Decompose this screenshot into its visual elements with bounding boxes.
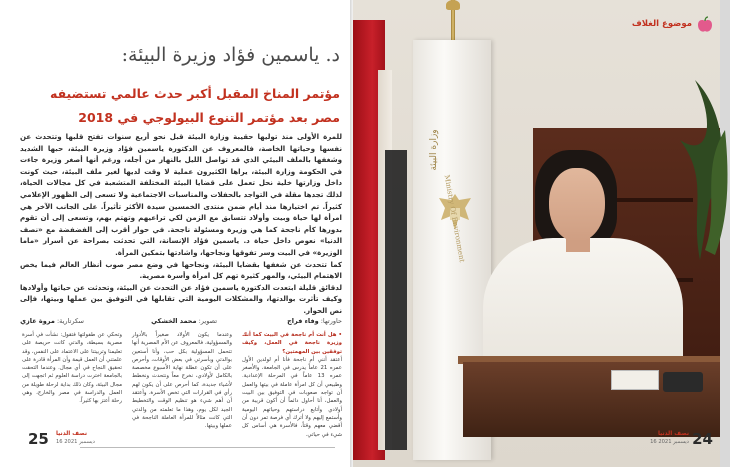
article-headline: د. ياسمين فؤاد وزيرة البيئة: [121, 44, 340, 66]
desk-phone [663, 372, 703, 392]
column-middle-text: وعندما يكون الأولاد صغيراً بالأدوار والمسؤولية، فالمعروف عن الأم المصرية أنها تتحمل المسؤولية بكل حب، وأنا أستعين بوالدتي وبأسرتي في بعض الأوقات، وأحرص على أن تكون عطلة نهاية الأسبوع مخصصة بالكامل لأولادي، نخرج معاً ونتحدث ونخطط لأشياء جديدة، كما أحرص على أن يكون لهم رأي في القرارات التي تخص الأسرة. وأعتقد أن أهم شيء هو تنظيم الوقت والتخطيط الجيد لكل يوم، وهذا ما تعلمته من والدتي التي كانت مثالاً للمرأة العاملة الناجحة في عملها وبيتها. [132, 332, 232, 430]
byline-editor [20, 317, 84, 325]
intro-paragraph-3: لدقائق قليلة ابتعدت الدكتورة ياسمين فؤاد عن التحدث عن البيئة، وتحدثت عن حياتها وأولادها وكيف تأثرت بوالدتها، والمشكلات اليومية التي تقابلها في التوفيق بين عملها وبيتها، فإلى نص الحوار. [20, 282, 342, 315]
byline-editor-label: سكرتارية: [56, 317, 84, 325]
byline-interview-label: حاورتها: [320, 317, 342, 325]
byline-interview-name: وفاء فراج [287, 317, 319, 325]
footer-brand-left: نصف الدنيا [56, 431, 88, 437]
article-column-left [22, 331, 122, 426]
footer-brand-right: نصف الدنيا [657, 431, 689, 437]
byline-editor-name: مروة غازي [20, 317, 55, 325]
column-left-text: وتحكي عن طفولتها فتقول: نشأت في أسرة مصرية بسيطة، والدتي كانت حريصة على تعليمنا وتربيتنا على الاعتماد على النفس، وقد علمتني أن العمل قيمة وأن المرأة قادرة على تحقيق النجاح في أي مجال. وعندما التحقت بالجامعة اخترت دراسة العلوم ثم اتجهت إلى مجال البيئة، وكان ذلك بداية لرحلة طويلة من العمل والدراسة في مصر والخارج، وهي رحلة أعتز بها كثيراً. [22, 332, 122, 405]
section-tag: موضوع الغلاف [631, 19, 692, 29]
article-subheadline-1: مؤتمر المناخ المقبل أكبر حدث عالمي تستضيفه [49, 86, 340, 101]
photo-page-right [353, 0, 720, 467]
interview-question: • هل أنت أم ناجحة في البيت كما أنك وزيرة ناجحة في العمل، وكيف توفقين بين المهمتين؟ [242, 332, 342, 355]
ministry-banner-english: Ministry Of Environment [442, 174, 466, 263]
footer-right [643, 430, 713, 450]
intro-paragraph-2: كما تتحدث عن شغفها بقضايا البيئة، ونجاحها في وضع مصر صوب أنظار العالم فيما يخص الاهتمام البيئي، والمهر كثيرة تهم كل امرأة وأسرة مصرية. [20, 259, 342, 281]
egypt-flag-black-stripe [385, 150, 407, 450]
byline-photo [151, 317, 217, 325]
page-number-right: 24 [692, 430, 713, 448]
byline-photo-name: محمد الخشكي [151, 317, 197, 325]
article-subheadline-2: مصر بعد مؤتمر التنوع البيولوجي في 2018 [78, 110, 340, 125]
article-column-right [242, 331, 342, 438]
footer-date-left: 16 ديسمبر 2021 [56, 439, 95, 445]
desk-nameplate [611, 370, 659, 390]
intro-paragraph-1: للمرة الأولى منذ توليها حقيبة وزارة البيئة قبل نحو أربع سنوات تفتح قلبها وتتحدث عن نفسها وحياتها الخاصة، فالمعروف عن الدكتورة ياسمين فؤاد وزيرة البيئة، حبها الشديد وشغفها بالملف البيئي الذي قد تواصل الليل بالنهار من أجله، ورغم أنها أصغر وزيرة جاءت في الحكومة وزارة البيئة، يراها الكثيرون عملية لا وقت لديها لغير ملف البيئة، حيث كونت داخل وزارتها خلية نحل تعمل على قضايا البيئة المختلفة المتشعبة في كل مجالات الحياة، لذلك تجدها مقلة في التواجد بالحفلات والمناسبات الاجتماعية ولا تسعى إلى الظهور الإعلامي كثيراً. تم اختيارها منذ أيام ضمن منتدى الخمسين سيدة الأكثر تأثيراً. على الجانب الآخر هي امرأة لها حياة وبيت وأولاد تتسابق مع الزمن لكي تراعيهم وتهتم بهم، وتسعى إلى أن تقوم بدورها كأم ناجحة كما هي وزيرة ومسئولة ناجحة. في حوار أقرب إلى الفضفضة مع «نصف الدنيا» نعوص داخل حياة د. ياسمين فؤاد الإنسانة، التي تحدثت بصراحة عن أسرار «ماما الوزيرة» في البيت وسر تفوقها ونجاحها، واشادتها بتمكين المرأة. [20, 132, 342, 257]
page-number-left: 25 [28, 430, 49, 448]
article-bylines [20, 317, 342, 329]
article-column-middle [132, 331, 232, 430]
apple-icon [696, 16, 714, 34]
article-page-left [0, 0, 353, 467]
interview-answer: أعتقد أنني أم ناجحة فأنا أم لولدين الأول عمره 21 عاماً يدرس في الجامعة، والأصغر عمره 13 عاماً في المرحلة الإعدادية. وطبيعي أن كل امرأة عاملة في بيتها والعمل أن تواجه صعوبات في التوفيق بين البيت والعمل، أنا أحاول دائماً أن أكون قريبة من أولادي وأتابع دراستهم وحياتهم اليومية وأستمع إليهم ولا أترك أي فرصة تمر دون أن أقضي معهم وقتاً، فالأسرة هي أساس كل شيء في حياتي. [242, 356, 342, 438]
byline-photo-label: تصوير: [198, 317, 217, 325]
byline-interview [287, 317, 342, 325]
article-intro [20, 131, 342, 317]
footer-date-right: 16 ديسمبر 2021 [650, 439, 689, 445]
flag-pole-tip [446, 0, 460, 10]
footer-divider-left [80, 447, 335, 448]
ministry-banner-arabic: وزارة البيئة [429, 129, 439, 171]
portrait-face [549, 168, 605, 242]
plant-decoration [670, 60, 730, 260]
